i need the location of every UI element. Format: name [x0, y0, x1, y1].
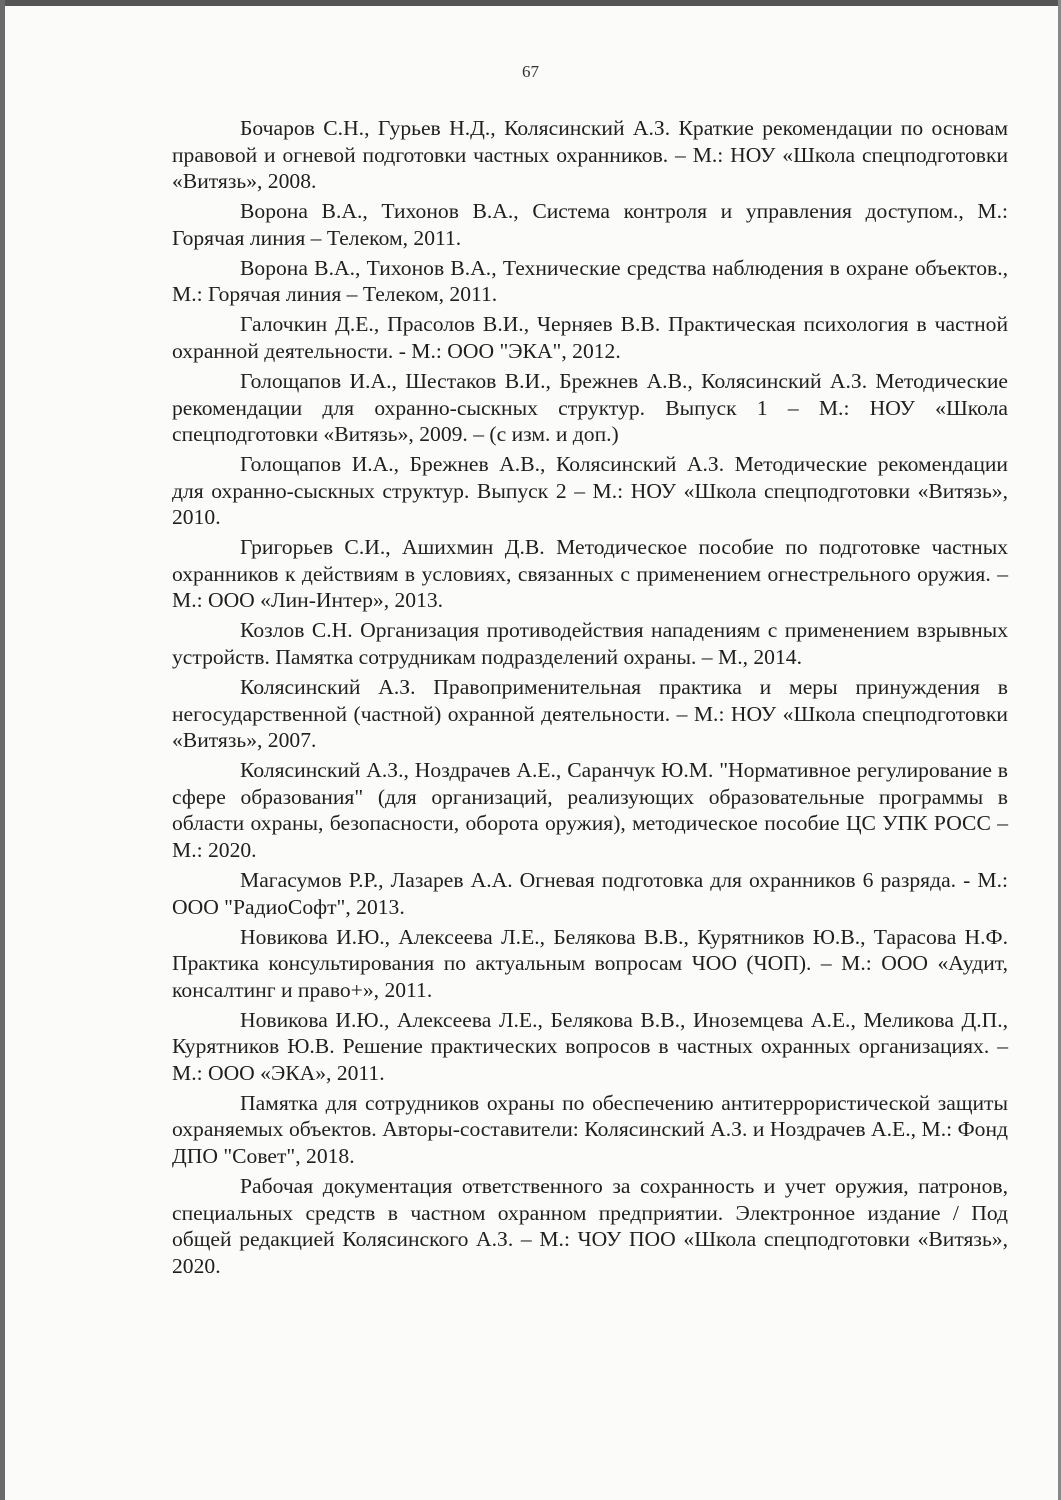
- bibliography-entry: Новикова И.Ю., Алексеева Л.Е., Белякова В.В., Курятников Ю.В., Тарасова Н.Ф. Практика консультирования по актуальным вопросам ЧОО (ЧОП). – М.: ООО «Аудит, консалтинг и право+», 2011.: [172, 924, 1008, 1002]
- scan-edge-left: [0, 0, 5, 1500]
- bibliography-entry: Колясинский А.З. Правоприменительная практика и меры принуждения в негосударственной (частной) охранной деятельности. – М.: НОУ «Школа спецподготовки «Витязь», 2007.: [172, 675, 1008, 753]
- page-number: 67: [522, 62, 539, 81]
- bibliography-entry: Галочкин Д.Е., Прасолов В.И., Черняев В.В. Практическая психология в частной охранной деятельности. - М.: ООО "ЭКА", 2012.: [172, 312, 1008, 363]
- bibliography-entry: Памятка для сотрудников охраны по обеспечению антитеррористической защиты охраняемых объектов. Авторы-составители: Колясинский А.З. и Ноздрачев А.Е., М.: Фонд ДПО "Совет", 2018.: [172, 1090, 1008, 1169]
- bibliography-entry: Голощапов И.А., Шестаков В.И., Брежнев А.В., Колясинский А.З. Методические рекомендации для охранно-сыскных структур. Выпуск 1 – М.: НОУ «Школа спецподготовки «Витязь», 2009. – (с изм. и доп.): [172, 368, 1008, 447]
- bibliography-list: [172, 115, 1008, 1283]
- bibliography-entry: Григорьев С.И., Ашихмин Д.В. Методическое пособие по подготовке частных охранников к действиям в условиях, связанных с применением огнестрельного оружия. – М.: ООО «Лин-Интер», 2013.: [172, 535, 1008, 613]
- bibliography-entry: Ворона В.А., Тихонов В.А., Система контроля и управления доступом., М.: Горячая линия – Телеком, 2011.: [172, 199, 1008, 250]
- bibliography-entry: Магасумов Р.Р., Лазарев А.А. Огневая подготовка для охранников 6 разряда. - М.: ООО "РадиоСофт", 2013.: [172, 867, 1008, 919]
- scan-edge-top: [0, 0, 1061, 6]
- bibliography-entry: Бочаров С.Н., Гурьев Н.Д., Колясинский А.З. Краткие рекомендации по основам правовой и огневой подготовки частных охранников. – М.: НОУ «Школа спецподготовки «Витязь», 2008.: [172, 116, 1008, 194]
- bibliography-entry: Ворона В.А., Тихонов В.А., Технические средства наблюдения в охране объектов., М.: Горячая линия – Телеком, 2011.: [172, 255, 1008, 307]
- bibliography-entry: Новикова И.Ю., Алексеева Л.Е., Белякова В.В., Иноземцева А.Е., Меликова Д.П., Курятников Ю.В. Решение практических вопросов в частных охранных организациях. – М.: ООО «ЭКА», 2011.: [172, 1007, 1008, 1085]
- bibliography-entry: Рабочая документация ответственного за сохранность и учет оружия, патронов, специальных средств в частном охранном предприятии. Электронное издание / Под общей редакцией Колясинского А.З. – М.: ЧОУ ПОО «Школа спецподготовки «Витязь», 2020.: [172, 1174, 1008, 1278]
- bibliography-entry: Козлов С.Н. Организация противодействия нападениям с применением взрывных устройств. Памятка сотрудникам подразделений охраны. – М., 2014.: [172, 618, 1008, 670]
- bibliography-entry: Колясинский А.З., Ноздрачев А.Е., Саранчук Ю.М. "Нормативное регулирование в сфере образования" (для организаций, реализующих образовательные программы в области охраны, безопасности, оборота оружия), методическое пособие ЦС УПК РОСС – М.: 2020.: [172, 758, 1008, 862]
- bibliography-entry: Голощапов И.А., Брежнев А.В., Колясинский А.З. Методические рекомендации для охранно-сыскных структур. Выпуск 2 – М.: НОУ «Школа спецподготовки «Витязь», 2010.: [172, 452, 1008, 530]
